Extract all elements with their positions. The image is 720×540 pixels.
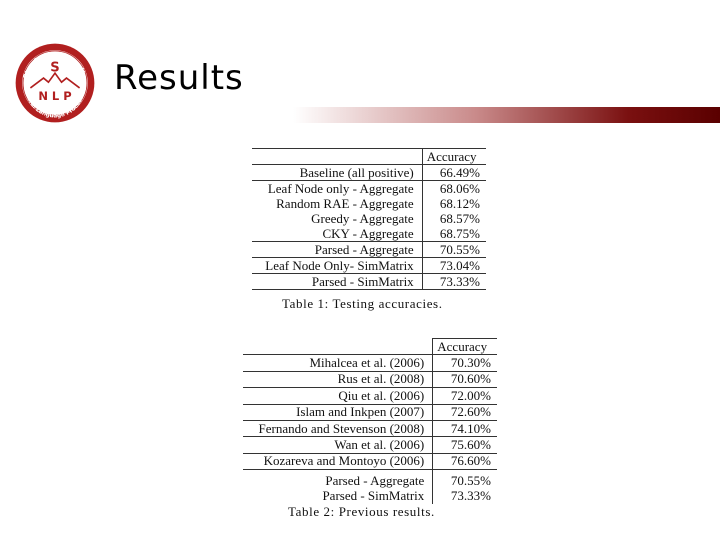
method-cell: Parsed - SimMatrix — [252, 274, 422, 290]
table1-caption: Table 1: Testing accuracies. — [282, 296, 443, 311]
method-cell: Islam and Inkpen (2007) — [243, 404, 433, 420]
method-cell: Parsed - SimMatrix — [322, 488, 425, 504]
table-row — [252, 242, 486, 258]
accuracy-cell: 73.33% — [422, 274, 486, 290]
method-cell: Kozareva and Montoyo (2006) — [243, 453, 433, 469]
accuracy-cell: 66.49% — [422, 165, 486, 181]
table-row — [243, 489, 497, 504]
accuracy-cell: 70.30% — [433, 355, 497, 371]
accuracy-cell: 70.55% — [433, 470, 497, 489]
table-header-row — [252, 149, 486, 165]
method-cell: Baseline (all positive) — [252, 165, 422, 181]
method-cell: Rus et al. (2008) — [243, 371, 433, 387]
accuracy-cell: 73.04% — [422, 258, 486, 274]
table-row — [243, 404, 497, 420]
table-row — [252, 211, 486, 226]
accuracy-cell: 68.75% — [422, 226, 486, 242]
method-cell: Random RAE - Aggregate — [276, 195, 414, 211]
stanford-nlp-logo — [14, 42, 96, 124]
title-underline-bar — [110, 107, 720, 123]
method-cell: Parsed - Aggregate — [252, 242, 422, 258]
accuracy-cell: 68.12% — [422, 196, 486, 211]
table-row — [243, 420, 497, 436]
table-row — [243, 470, 497, 489]
table-header-row — [243, 339, 497, 355]
logo-arc-top-text: Stanford University — [21, 50, 89, 80]
logo-arc-bottom-text: Natural Language Processing — [23, 86, 87, 120]
method-cell: Parsed - Aggregate — [325, 472, 425, 488]
testing-accuracies-table — [252, 148, 486, 290]
table-row — [252, 196, 486, 211]
method-cell: Qiu et al. (2006) — [243, 388, 433, 404]
method-cell: Leaf Node only - Aggregate — [267, 180, 414, 196]
accuracy-cell: 72.60% — [433, 404, 497, 420]
accuracy-cell: 76.60% — [433, 453, 497, 469]
accuracy-cell: 72.00% — [433, 388, 497, 404]
table-row — [252, 181, 486, 197]
method-cell: Greedy - Aggregate — [311, 210, 414, 226]
table-row — [252, 226, 486, 242]
accuracy-cell: 68.57% — [422, 211, 486, 226]
method-cell: Wan et al. (2006) — [243, 437, 433, 453]
slide-title: Results — [114, 58, 244, 98]
method-cell: CKY - Aggregate — [252, 226, 422, 242]
method-cell: Leaf Node Only- SimMatrix — [252, 258, 422, 274]
method-cell: Fernando and Stevenson (2008) — [243, 420, 433, 436]
table-row — [252, 165, 486, 181]
previous-results-table — [243, 338, 497, 504]
table-row — [243, 437, 497, 453]
accuracy-cell: 73.33% — [433, 489, 497, 504]
table-row — [243, 453, 497, 469]
method-cell: Mihalcea et al. (2006) — [243, 355, 433, 371]
table-row — [243, 355, 497, 371]
accuracy-header: Accuracy — [433, 339, 497, 355]
accuracy-cell: 70.60% — [433, 371, 497, 387]
table-row — [243, 388, 497, 404]
accuracy-header: Accuracy — [422, 149, 486, 165]
logo-letter-s: S — [50, 60, 60, 76]
accuracy-cell: 70.55% — [422, 242, 486, 258]
accuracy-cell: 68.06% — [422, 181, 486, 197]
table-row — [243, 371, 497, 387]
accuracy-cell: 75.60% — [433, 437, 497, 453]
logo-letters-nlp: N L P — [38, 89, 72, 104]
table2-caption: Table 2: Previous results. — [288, 504, 435, 519]
table-row — [252, 274, 486, 290]
table-row — [252, 258, 486, 274]
accuracy-cell: 74.10% — [433, 420, 497, 436]
